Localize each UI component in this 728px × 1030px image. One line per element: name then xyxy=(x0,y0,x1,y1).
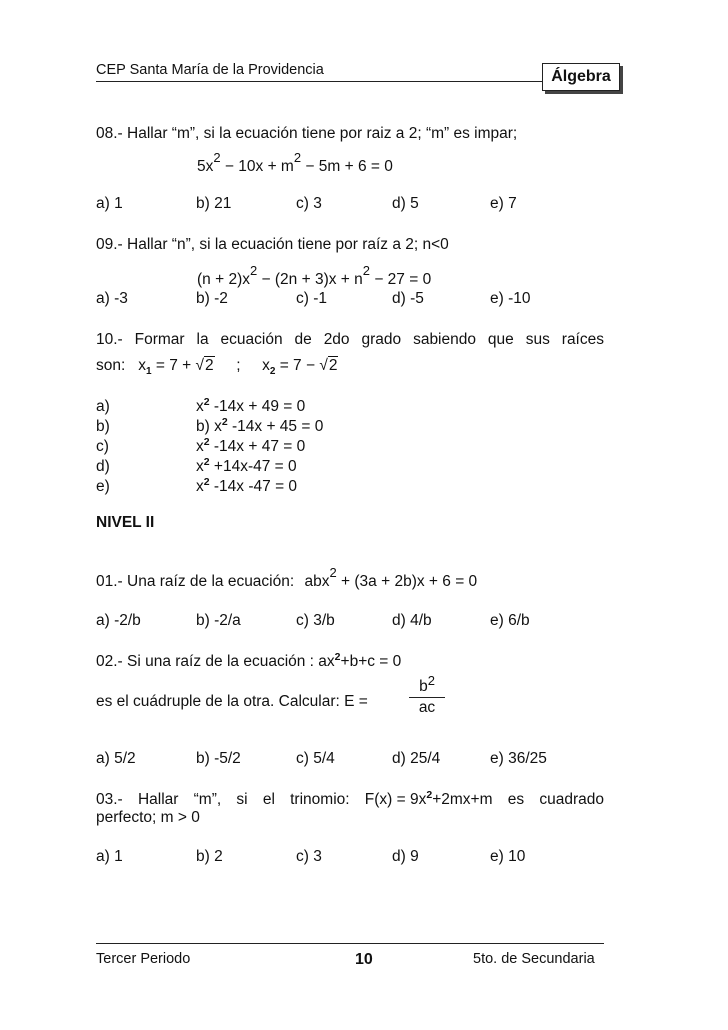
q10-roots-line xyxy=(96,357,338,381)
n02-frac-num-exp: 2 xyxy=(427,673,435,688)
q09-equation xyxy=(197,265,431,289)
q10-letter-e: e) xyxy=(96,478,110,495)
n03-word-4: si xyxy=(236,791,248,808)
n02-option-a: a) 5/2 xyxy=(96,750,136,767)
n02-text-a: 02.- Si una raíz de la ecuación : ax xyxy=(96,653,335,670)
n03-word-3: “m”, xyxy=(193,791,222,808)
q10-answer-e-exp: 2 xyxy=(203,475,210,488)
q10-answer-e xyxy=(196,475,298,496)
n01-eq-part-a: abx xyxy=(304,573,330,591)
q10-letter-d: d) xyxy=(96,458,110,475)
q10-x2-subscript: 2 xyxy=(269,366,276,378)
q10-answer-c-post: -14x + 47 = 0 xyxy=(209,438,306,455)
q10-answer-e-pre: x xyxy=(196,478,204,495)
q10-x2-value: = 7 − xyxy=(279,357,316,374)
n01-eq-part-b: + (3a + 2b)x + 6 = 0 xyxy=(336,573,478,591)
q08-option-d: d) 5 xyxy=(392,195,419,212)
q08-option-a: a) 1 xyxy=(96,195,123,212)
subject-badge: Álgebra xyxy=(542,63,620,91)
n01-text: 01.- Una raíz de la ecuación: xyxy=(96,573,295,591)
q10-letter-c: c) xyxy=(96,438,109,455)
q08-eq-part-a: 5x xyxy=(197,158,214,176)
q09-option-b: b) -2 xyxy=(196,290,228,307)
q10-x1-subscript: 1 xyxy=(145,366,152,378)
n03-option-b: b) 2 xyxy=(196,848,223,865)
n03-statement-line1 xyxy=(96,788,604,809)
q10-x1-label: x xyxy=(138,357,146,374)
q08-option-b: b) 21 xyxy=(196,195,232,212)
q09-statement: 09.- Hallar “n”, si la ecuación tiene por raíz a 2; n<0 xyxy=(96,236,449,253)
q10-x2-label: x xyxy=(262,357,270,374)
q08-eq-exp-2: 2 xyxy=(293,150,302,165)
n03-word-9: cuadrado xyxy=(539,791,604,808)
n01-statement xyxy=(96,567,477,591)
n03-word-2: Hallar xyxy=(137,791,179,808)
q08-option-e: e) 7 xyxy=(490,195,517,212)
q08-eq-part-b: − 10x + m xyxy=(220,158,294,176)
q10-answer-b-pre: b) x xyxy=(196,418,222,435)
q09-option-d: d) -5 xyxy=(392,290,424,307)
n03-trinomio-exp: 2 xyxy=(426,788,433,801)
q08-eq-exp-1: 2 xyxy=(213,150,221,165)
q10-answer-c-pre: x xyxy=(196,438,204,455)
footer-rule xyxy=(96,943,604,944)
q10-answer-c-exp: 2 xyxy=(203,435,210,448)
q09-option-e: e) -10 xyxy=(490,290,531,307)
n03-option-e: e) 10 xyxy=(490,848,526,865)
n02-frac-numerator xyxy=(409,673,445,696)
q09-eq-part-c: − 27 = 0 xyxy=(370,271,432,289)
q08-option-c: c) 3 xyxy=(296,195,322,212)
q09-option-a: a) -3 xyxy=(96,290,128,307)
q10-letter-b: b) xyxy=(96,418,110,435)
n02-exp: 2 xyxy=(334,650,341,663)
q10-answer-c xyxy=(196,435,306,456)
n03-trinomio xyxy=(364,788,493,809)
q10-statement-line1: 10.- Formar la ecuación de 2do grado sabiendo que sus raíces xyxy=(96,331,604,348)
q10-separator: ; xyxy=(236,357,241,374)
q10-answer-e-post: -14x -47 = 0 xyxy=(209,478,298,495)
q09-option-c: c) -1 xyxy=(296,290,327,307)
n02-frac-denominator: ac xyxy=(418,699,436,717)
n01-option-d: d) 4/b xyxy=(392,612,432,629)
n01-option-b: b) -2/a xyxy=(196,612,241,629)
q10-x1-root: √2 xyxy=(195,357,214,374)
n03-word-1: 03.- xyxy=(96,791,123,808)
footer-grade: 5to. de Secundaria xyxy=(473,951,595,967)
q10-x2-radicand: 2 xyxy=(328,357,338,374)
n02-statement-line2: es el cuádruple de la otra. Calcular: E = xyxy=(96,693,368,710)
q10-answer-a xyxy=(196,395,306,416)
n02-option-e: e) 36/25 xyxy=(490,750,547,767)
n03-word-5: el xyxy=(262,791,275,808)
n01-equation xyxy=(304,565,478,591)
q10-x2-root: √2 xyxy=(319,357,338,374)
n03-option-d: d) 9 xyxy=(392,848,419,865)
q10-answer-d-post: +14x-47 = 0 xyxy=(209,458,297,475)
n02-fraction-bar xyxy=(409,697,445,698)
q10-answer-b-post: -14x + 45 = 0 xyxy=(227,418,324,435)
n01-option-a: a) -2/b xyxy=(96,612,141,629)
footer-term: Tercer Periodo xyxy=(96,951,191,967)
n02-option-d: d) 25/4 xyxy=(392,750,441,767)
q10-x1-value: = 7 + xyxy=(155,357,192,374)
n03-trinomio-post: +2mx+m xyxy=(432,791,493,808)
footer-page-number: 10 xyxy=(355,951,373,968)
n02-text-b: +b+c = 0 xyxy=(340,653,402,670)
q09-eq-part-b: − (2n + 3)x + n xyxy=(257,271,363,289)
header-school-name: CEP Santa María de la Providencia xyxy=(96,62,324,78)
q10-answer-d-pre: x xyxy=(196,458,204,475)
q09-eq-exp-1: 2 xyxy=(249,263,258,278)
q10-answer-a-exp: 2 xyxy=(203,395,210,408)
q09-eq-exp-2: 2 xyxy=(362,263,371,278)
n03-word-8: es xyxy=(507,791,525,808)
n02-option-c: c) 5/4 xyxy=(296,750,335,767)
header-rule xyxy=(96,81,542,82)
n01-eq-exp: 2 xyxy=(329,565,337,580)
q08-equation xyxy=(197,152,393,176)
n02-statement-line1 xyxy=(96,650,402,671)
n02-frac-num-base: b xyxy=(419,678,428,696)
q10-answer-a-pre: x xyxy=(196,398,204,415)
n03-option-a: a) 1 xyxy=(96,848,123,865)
section-heading-nivel: NIVEL II xyxy=(96,514,155,531)
n03-option-c: c) 3 xyxy=(296,848,322,865)
n03-trinomio-pre: F(x) = 9x xyxy=(364,791,427,808)
q08-eq-part-c: − 5m + 6 = 0 xyxy=(301,158,393,176)
n01-option-e: e) 6/b xyxy=(490,612,530,629)
q09-eq-part-a: (n + 2)x xyxy=(197,271,250,289)
q10-answer-d xyxy=(196,455,297,476)
q10-answer-b-exp: 2 xyxy=(221,415,228,428)
q10-answer-d-exp: 2 xyxy=(203,455,210,468)
q08-statement: 08.- Hallar “m”, si la ecuación tiene por raiz a 2; “m” es impar; xyxy=(96,125,518,142)
n01-option-c: c) 3/b xyxy=(296,612,335,629)
q10-letter-a: a) xyxy=(96,398,110,415)
q10-son-label: son: xyxy=(96,357,126,374)
q10-x1-radicand: 2 xyxy=(205,357,214,374)
n02-option-b: b) -5/2 xyxy=(196,750,241,767)
n03-word-6: trinomio: xyxy=(290,791,350,808)
n02-fraction xyxy=(409,673,445,717)
q10-answer-b xyxy=(196,415,324,436)
n03-statement-line2: perfecto; m > 0 xyxy=(96,809,200,826)
q10-answer-a-post: -14x + 49 = 0 xyxy=(209,398,306,415)
